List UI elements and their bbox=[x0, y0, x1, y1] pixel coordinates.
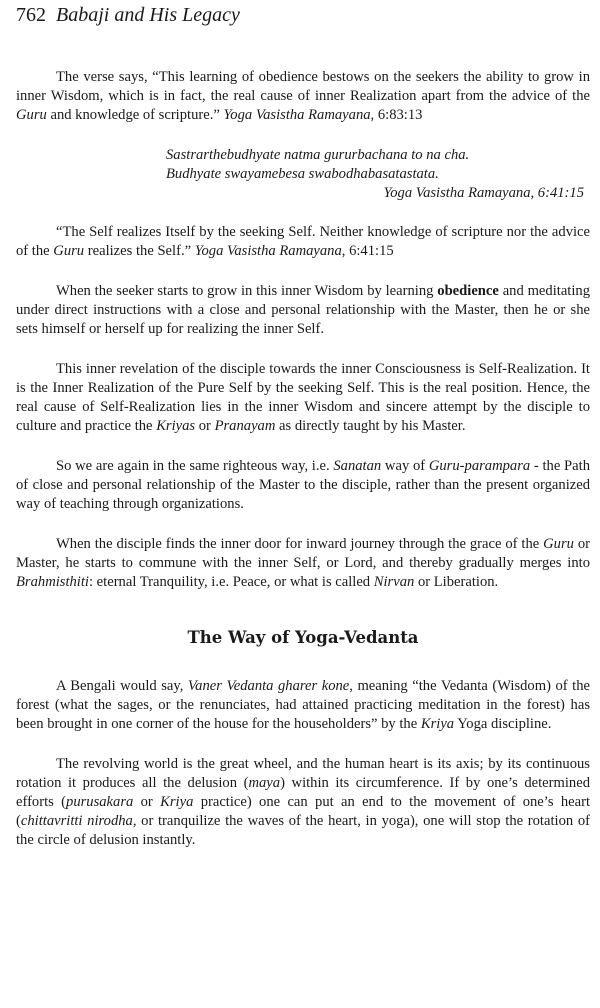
paragraph-5 bbox=[16, 457, 590, 514]
italic-run: Pranayam bbox=[214, 418, 276, 434]
section-heading: The Way of Yoga-Vedanta bbox=[187, 628, 419, 647]
text-run: The revolving world is the great wheel, and the human heart is its axis; by its continuous rotation it produces all the delusion ( bbox=[16, 756, 590, 791]
paragraph-3 bbox=[16, 282, 590, 339]
paragraph-4 bbox=[16, 360, 590, 436]
text-run: or bbox=[195, 418, 215, 434]
paragraph-6 bbox=[16, 535, 590, 592]
text-run: So we are again in the same righteous way, i.e. bbox=[56, 458, 334, 474]
text-run: When the seeker starts to grow in this inner Wisdom by learning bbox=[56, 283, 438, 299]
text-run: and knowledge of scripture.” bbox=[46, 107, 224, 123]
text-run: : eternal Tranquility, i.e. Peace, or what is called bbox=[88, 574, 374, 590]
text-run: The verse says, “This learning of obedience bestows on the seekers the ability to grow in inner Wisdom, which is in fact, the real cause of inner Realization apart from the advice of the bbox=[16, 69, 590, 104]
italic-run: Brahmisthiti bbox=[16, 574, 89, 590]
italic-run: Sanatan bbox=[333, 458, 382, 474]
italic-run: chittavritti nirodha bbox=[20, 813, 133, 829]
paragraph-8 bbox=[16, 755, 590, 850]
italic-run: Guru bbox=[16, 107, 47, 123]
italic-run: purusakara bbox=[66, 794, 134, 810]
bold-run: obedience bbox=[437, 283, 499, 299]
paragraph-7 bbox=[16, 677, 590, 734]
text-run: , meaning “the Vedanta (Wisdom) of the forest (what the sages, or the renunciates, had attained practicing meditation in the forest) has been brought in one corner of the house for the householders” by the bbox=[16, 678, 590, 732]
text-run: practice) one can put an end to the movement of one’s heart ( bbox=[16, 794, 590, 829]
citation-ref: , 6:41:15 bbox=[341, 243, 394, 259]
text-run: This inner revelation of the disciple towards the inner Consciousness is Self-Realization. It is the Inner Realization of the Pure Self by the seeking Self. This is the real position. Hence, the real cause of Self-Realization lies in the inner Wisdom and sincere attempt by the disciple to culture and practice the bbox=[16, 361, 590, 434]
italic-run: Vaner Vedanta gharer kone bbox=[187, 678, 350, 694]
text-run: Yoga discipline. bbox=[454, 716, 552, 732]
running-header bbox=[16, 4, 240, 27]
verse-line-1: Sastrarthebudhyate natma gururbachana to na cha. bbox=[166, 147, 470, 163]
text-run: , or tranquilize the waves of the heart, in yoga), one will stop the rotation of the circle of delusion instantly. bbox=[16, 813, 590, 848]
italic-run: maya bbox=[248, 775, 281, 791]
text-run: realizes the Self.” bbox=[84, 243, 195, 259]
verse-source: Yoga Vasistha Ramayana, 6:41:15 bbox=[383, 185, 584, 201]
verse-line-2: Budhyate swayamebesa swabodhabasatastata. bbox=[166, 166, 439, 182]
text-run: A Bengali would say, bbox=[56, 678, 188, 694]
italic-run: Nirvan bbox=[373, 574, 415, 590]
text-run: or Master, he starts to commune with the inner Self, or Lord, and thereby gradually merges into bbox=[16, 536, 591, 571]
italic-run: Kriyas bbox=[156, 418, 196, 434]
text-run: or bbox=[133, 794, 161, 810]
text-run: ) within its circumference. If by one’s determined efforts ( bbox=[16, 775, 590, 810]
italic-run: Kriya bbox=[420, 716, 455, 732]
sanskrit-verse bbox=[16, 146, 590, 203]
text-run: way of bbox=[381, 458, 429, 474]
page-number: 762 bbox=[16, 4, 46, 26]
paragraph-1 bbox=[16, 68, 590, 125]
text-run: When the disciple finds the inner door for inward journey through the grace of the bbox=[56, 536, 544, 552]
italic-run: Kriya bbox=[160, 794, 194, 810]
italic-run: Guru-parampara bbox=[428, 458, 531, 474]
italic-run: Guru bbox=[53, 243, 85, 259]
text-run: or Liberation. bbox=[414, 574, 499, 590]
text-run: - the Path of close and personal relationship of the Master to the disciple, rather than the present organized way of teaching through organizations. bbox=[16, 458, 590, 512]
text-run: “The Self realizes Itself by the seeking Self. Neither knowledge of scripture nor the advice of the bbox=[16, 224, 590, 259]
text-run: as directly taught by his Master. bbox=[275, 418, 466, 434]
citation-ref: , 6:83:13 bbox=[370, 107, 423, 123]
citation-title: Yoga Vasistha Ramayana bbox=[223, 107, 371, 123]
book-title: Babaji and His Legacy bbox=[56, 4, 240, 26]
italic-run: Guru bbox=[543, 536, 574, 552]
paragraph-2 bbox=[16, 223, 590, 261]
text-run: and meditating under direct instructions with a close and personal relationship with the Master, then he or she sets himself or herself up for realizing the inner Self. bbox=[16, 283, 590, 337]
citation-title: Yoga Vasistha Ramayana bbox=[194, 243, 342, 259]
page-body bbox=[16, 68, 590, 871]
